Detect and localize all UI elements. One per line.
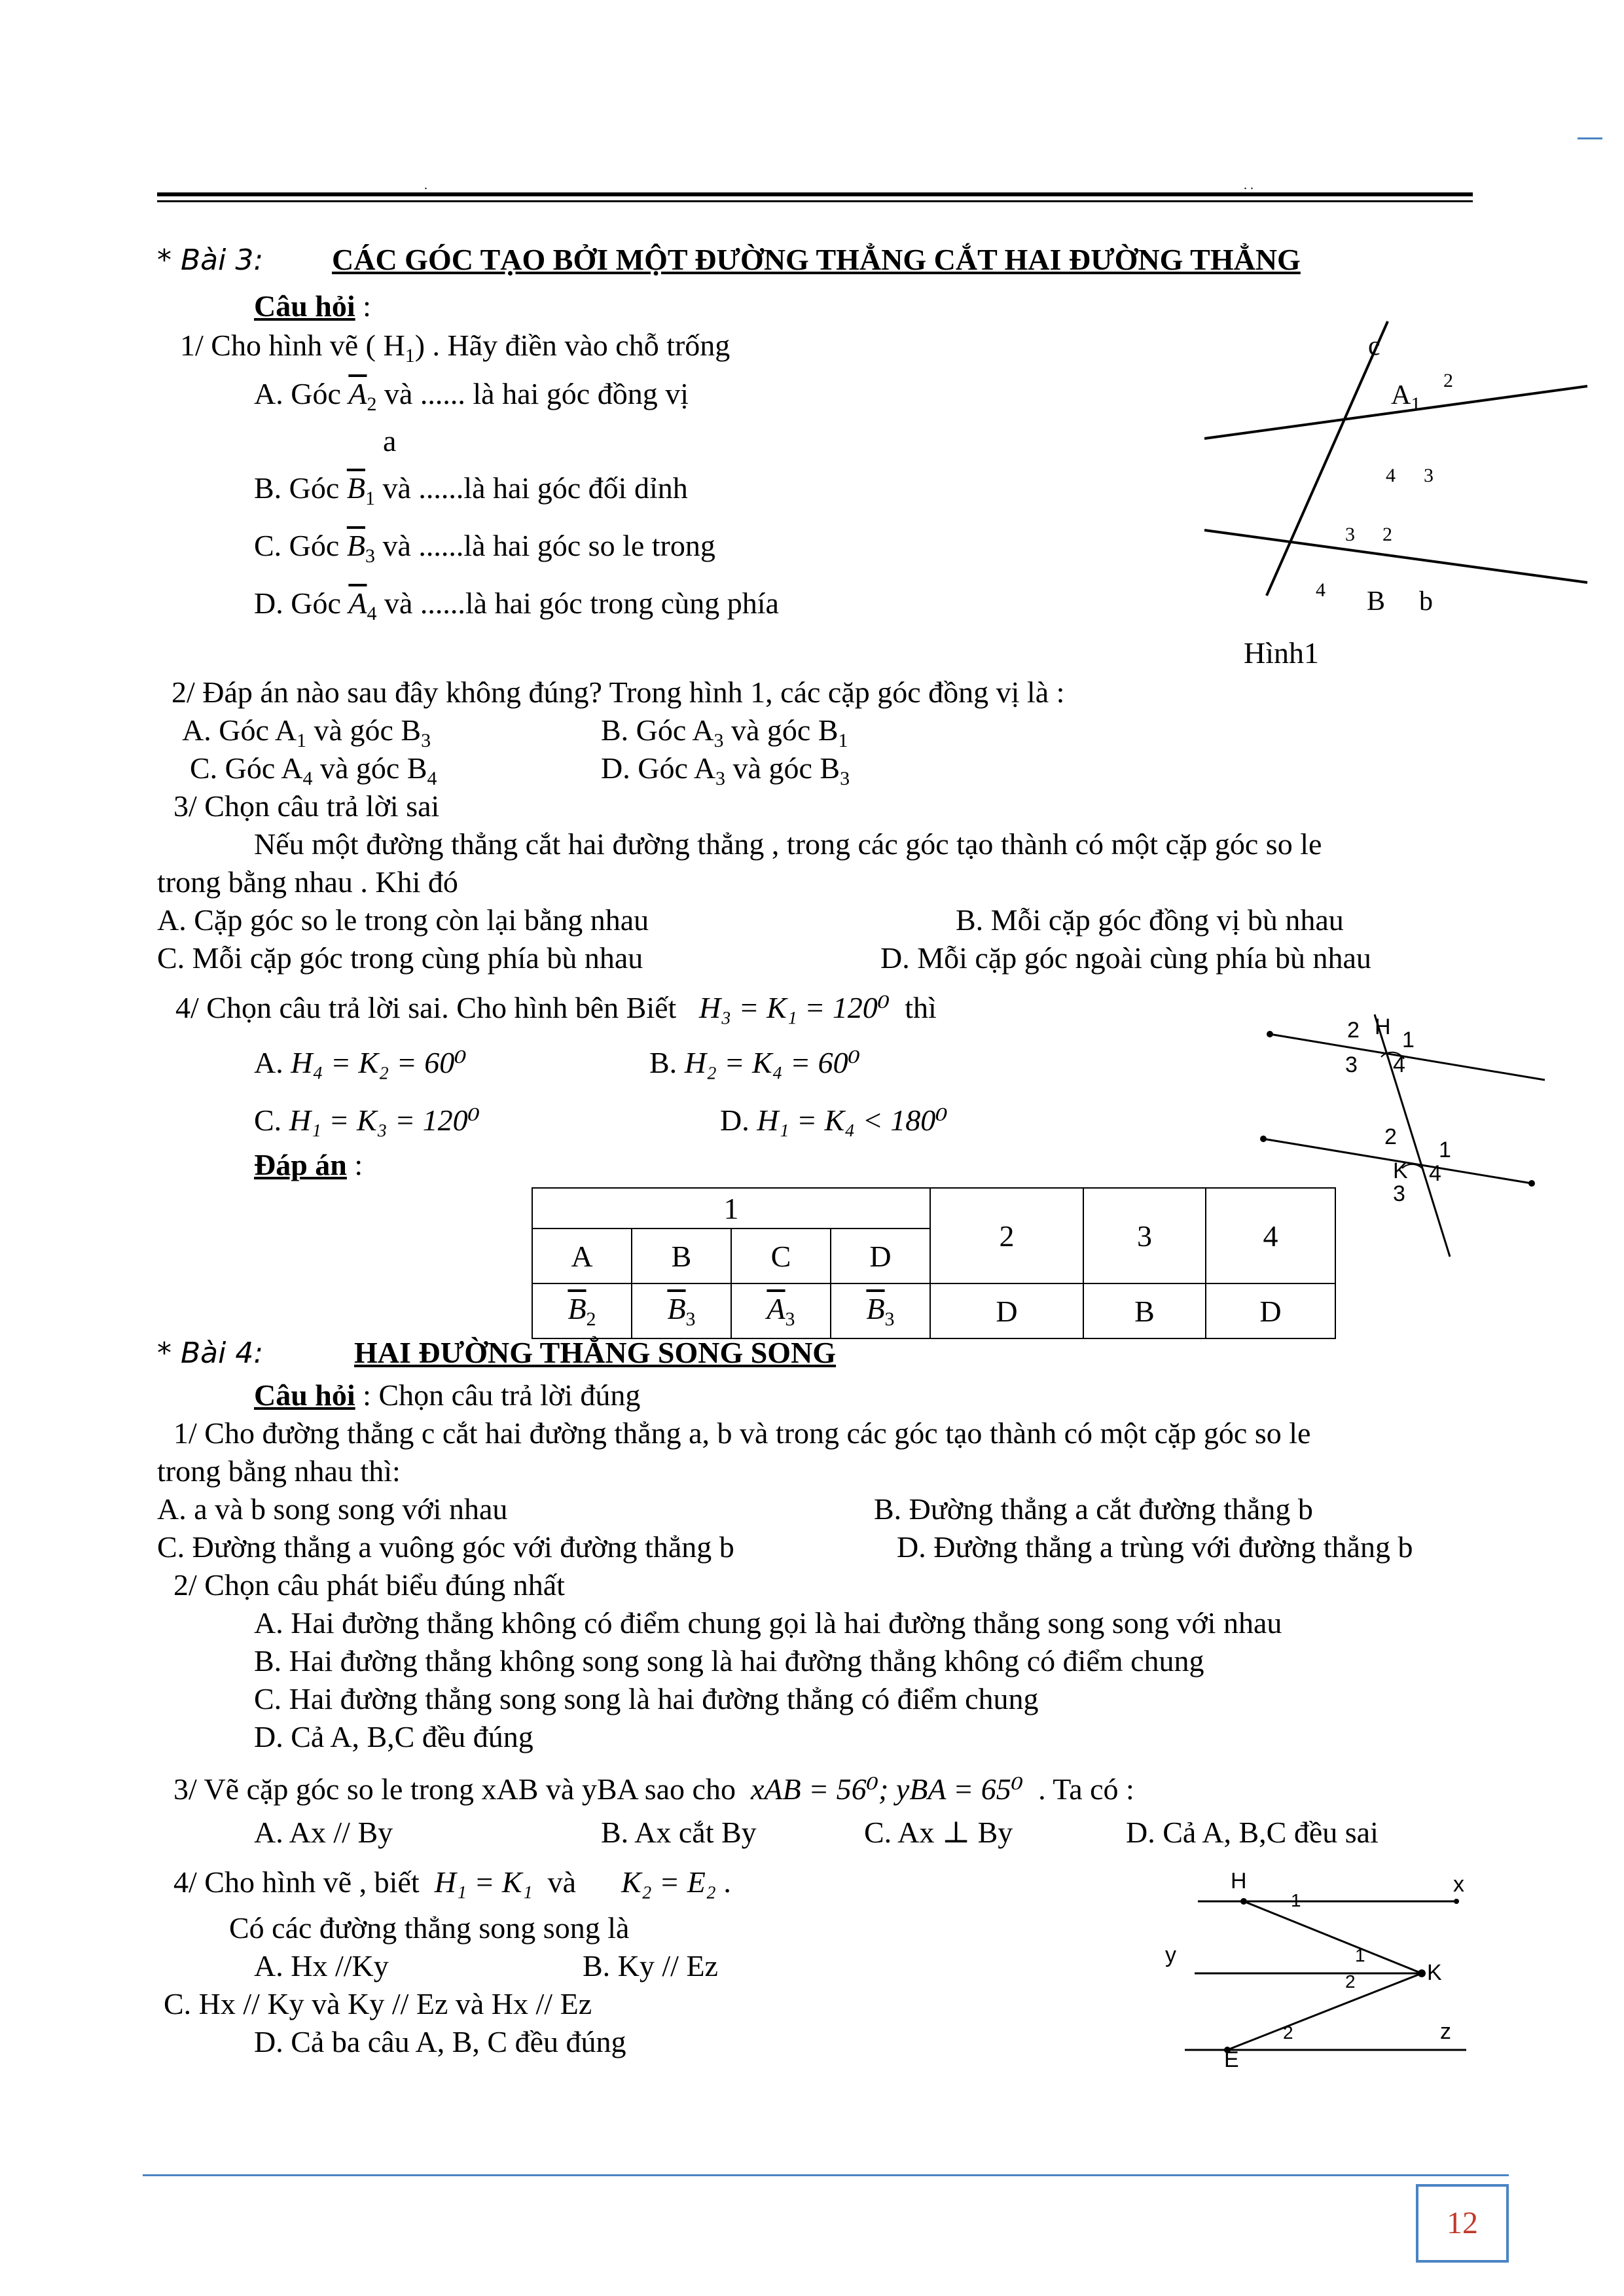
bai4-q4-a: A. Hx //Ky <box>254 1949 389 1982</box>
fig3-e2: 2 <box>1283 2022 1293 2043</box>
fig3-x: x <box>1453 1872 1464 1897</box>
answer-sub-header: A <box>532 1229 632 1283</box>
bai4-q3-stem: 3/ Vẽ cặp góc so le trong xAB và yBA sao cho xAB = 56⁰; yBA = 65⁰ . Ta có : <box>173 1772 1134 1806</box>
fig1-n3a: 3 <box>1424 465 1434 486</box>
answer-sub-header: B <box>632 1229 731 1283</box>
bai4-q4-c: C. Hx // Ky và Ky // Ez và Hx // Ez <box>164 1987 592 2020</box>
bai3-q3-stem: 3/ Chọn câu trả lời sai <box>173 789 440 823</box>
fig3-z: z <box>1440 2019 1451 2044</box>
bai3-q1-stem: 1/ Cho hình vẽ ( $H_1$) . Hãy điền vào chỗ trống <box>180 329 731 367</box>
fig3-dot-H <box>1240 1898 1247 1905</box>
fig1-n3b: 3 <box>1345 524 1355 545</box>
bai3-q1-a: A. Góc $\overline{A}_2$ và ...... là hai góc đồng vị <box>254 377 689 415</box>
bai3-q4-d: D. H₁ = K₄ < 180⁰ <box>720 1103 948 1137</box>
fig1-B: B <box>1367 586 1386 617</box>
fig2-n1: 1 <box>1402 1028 1415 1052</box>
bai3-q3-body2: trong bằng nhau . Khi đó <box>157 865 458 899</box>
bai3-q4-stem: 4/ Chọn câu trả lời sai. Cho hình bên Biết H₃ = K₁ = 120⁰ thì <box>175 991 937 1024</box>
bai4-q2-c: C. Hai đường thẳng song song là hai đường thẳng có điểm chung <box>254 1682 1039 1715</box>
fig2-dot <box>1528 1180 1535 1187</box>
fig3-y: y <box>1165 1943 1176 1967</box>
page-number: 12 <box>1416 2184 1509 2263</box>
answer-cell: $\overline{B}_2$ <box>532 1283 632 1338</box>
fig2-dot <box>1267 1031 1273 1037</box>
bai4-q3-b: B. Ax cắt By <box>601 1816 757 1849</box>
bai4-q1-b: B. Đường thẳng a cắt đường thẳng b <box>874 1492 1313 1526</box>
bai4-q1-stem: 1/ Cho đường thẳng c cắt hai đường thẳng a, b và trong các góc tạo thành có một cặp góc so le <box>173 1416 1311 1450</box>
bai3-title: CÁC GÓC TẠO BỞI MỘT ĐƯỜNG THẲNG CẮT HAI ĐƯỜNG THẲNG <box>332 243 1301 276</box>
corner-mark <box>1578 137 1602 139</box>
bai4-q3-d: D. Cả A, B,C đều sai <box>1126 1816 1379 1849</box>
answer-header-4: 4 <box>1206 1188 1335 1283</box>
fig3-dot-x <box>1454 1899 1459 1904</box>
fig1-caption: Hình1 <box>1244 636 1319 670</box>
fig3-H: H <box>1231 1869 1247 1893</box>
bai4-label: * Bài 4: <box>157 1336 264 1370</box>
bai4-q3-c: C. Ax ⊥ By <box>864 1816 1013 1849</box>
bai4-title: HAI ĐƯỜNG THẲNG SONG SONG <box>354 1336 837 1369</box>
bai4-q1-c: C. Đường thẳng a vuông góc với đường thẳng b <box>157 1530 734 1564</box>
bai3-q3-b: B. Mỗi cặp góc đồng vị bù nhau <box>956 903 1344 937</box>
fig2-n3: 3 <box>1345 1052 1358 1077</box>
fig1-A: $A_1$ <box>1391 380 1421 415</box>
fig2-dot <box>1260 1136 1267 1142</box>
bai4-q1-a: A. a và b song song với nhau <box>157 1492 508 1526</box>
fig2-K: K <box>1393 1158 1408 1183</box>
bai3-q2-a: A. Góc $A_1$ và góc $B_3$ <box>182 713 431 751</box>
bai3-q4-c: C. H₁ = K₃ = 120⁰ <box>254 1103 480 1137</box>
answer-cell: $\overline{B}_3$ <box>632 1283 731 1338</box>
bai3-q1-b: B. Góc $\overline{B}_1$ và ......là hai góc đối dỉnh <box>254 471 688 509</box>
bai3-q3-c: C. Mỗi cặp góc trong cùng phía bù nhau <box>157 941 643 975</box>
answer-cell: D <box>1206 1283 1335 1338</box>
bai3-q3-d: D. Mỗi cặp góc ngoài cùng phía bù nhau <box>880 941 1371 975</box>
bai3-q2-d: D. Góc $A_3$ và góc $B_3$ <box>601 751 850 789</box>
answer-table <box>532 1187 1336 1339</box>
fig2-n4: 4 <box>1393 1052 1405 1077</box>
header-rule-thick <box>157 192 1473 196</box>
bai4-q2-stem: 2/ Chọn câu phát biểu đúng nhất <box>173 1568 565 1602</box>
bai4-q2-b: B. Hai đường thẳng không song song là hai đường thẳng không có điểm chung <box>254 1644 1204 1677</box>
bai3-q1-d: D. Góc $\overline{A}_4$ và ......là hai góc trong cùng phía <box>254 586 779 624</box>
bai3-q4-a: A. H₄ = K₂ = 60⁰ <box>254 1046 467 1079</box>
answer-cell: $\overline{A}_3$ <box>731 1283 831 1338</box>
dap-an-label: Đáp án : <box>254 1148 363 1181</box>
answer-cell: B <box>1083 1283 1206 1338</box>
fig3-line-KE <box>1227 1973 1422 2050</box>
answer-header-3: 3 <box>1083 1188 1206 1283</box>
header-rule-thin <box>157 200 1473 202</box>
bai3-q3-body1: Nếu một đường thẳng cắt hai đường thẳng , trong các góc tạo thành có một cặp góc so le <box>254 827 1322 861</box>
fig3-K: K <box>1427 1960 1442 1985</box>
fig2-m1: 1 <box>1439 1138 1451 1162</box>
bai4-q4-line2: Có các đường thẳng song song là <box>229 1911 630 1945</box>
fig3-h1: 1 <box>1291 1890 1301 1910</box>
fig1-line-c <box>1267 321 1388 596</box>
fig3-k1: 1 <box>1355 1945 1365 1965</box>
bai4-q4-stem: 4/ Cho hình vẽ , biết H₁ = K₁ và K₂ = E₂ . <box>173 1865 731 1899</box>
fig3-dot-K <box>1418 1969 1426 1977</box>
answer-header-2: 2 <box>930 1188 1083 1283</box>
fig2-m2: 2 <box>1384 1124 1397 1149</box>
fig2-m4: 4 <box>1429 1161 1441 1186</box>
bai3-cau-hoi: Câu hỏi : <box>254 289 371 323</box>
bai3-label: * Bài 3: <box>157 243 264 277</box>
footer-rule <box>143 2174 1509 2176</box>
fig2-H: H <box>1375 1014 1391 1039</box>
header-dot-right: . . <box>1244 178 1254 192</box>
fig1-b: b <box>1419 586 1433 617</box>
fig3-E: E <box>1224 2047 1239 2072</box>
bai3-q2-c: C. Góc $A_4$ và góc $B_4$ <box>190 751 437 789</box>
fig1-n4a: 4 <box>1386 465 1396 486</box>
bai3-q4-b: B. H₂ = K₄ = 60⁰ <box>649 1046 861 1079</box>
bai4-q2-a: A. Hai đường thẳng không có điểm chung gọi là hai đường thẳng song song với nhau <box>254 1606 1282 1640</box>
bai4-q4-d: D. Cả ba câu A, B, C đều đúng <box>254 2025 626 2058</box>
answer-sub-header: C <box>731 1229 831 1283</box>
bai4-q1-stem2: trong bằng nhau thì: <box>157 1454 401 1488</box>
fig1-n2a: 2 <box>1443 370 1453 391</box>
bai4-q3-a: A. Ax // By <box>254 1816 393 1849</box>
fig2-m3: 3 <box>1393 1181 1405 1206</box>
bai3-q3-a: A. Cặp góc so le trong còn lại bằng nhau <box>157 903 649 937</box>
answer-header-1: 1 <box>532 1188 930 1229</box>
bai4-q2-d: D. Cả A, B,C đều đúng <box>254 1720 533 1753</box>
answer-sub-header: D <box>831 1229 930 1283</box>
bai3-q2-stem: 2/ Đáp án nào sau đây không đúng? Trong hình 1, các cặp góc đồng vị là : <box>171 675 1065 709</box>
fig3-line-HK <box>1244 1901 1422 1973</box>
bai4-cau-hoi: Câu hỏi : Chọn câu trả lời đúng <box>254 1378 641 1412</box>
bai4-q4-b: B. Ky // Ez <box>583 1949 718 1982</box>
bai3-q1-a-extra: a <box>383 424 397 457</box>
bai3-q2-b: B. Góc $A_3$ và góc $B_1$ <box>601 713 848 751</box>
fig1-line-b <box>1204 530 1587 583</box>
fig1-n2b: 2 <box>1382 524 1392 545</box>
fig3-k2: 2 <box>1345 1971 1356 1992</box>
header-dot-left: . <box>424 178 427 192</box>
bai4-q1-d: D. Đường thẳng a trùng với đường thẳng b <box>897 1530 1413 1564</box>
fig2-n2: 2 <box>1347 1018 1360 1043</box>
answer-cell: $\overline{B}_3$ <box>831 1283 930 1338</box>
bai3-q1-c: C. Góc $\overline{B}_3$ và ......là hai góc so le trong <box>254 529 715 567</box>
answer-cell: D <box>930 1283 1083 1338</box>
fig1-c: c <box>1368 331 1380 361</box>
figure-1 <box>1191 321 1597 674</box>
fig1-n4b: 4 <box>1316 579 1326 601</box>
